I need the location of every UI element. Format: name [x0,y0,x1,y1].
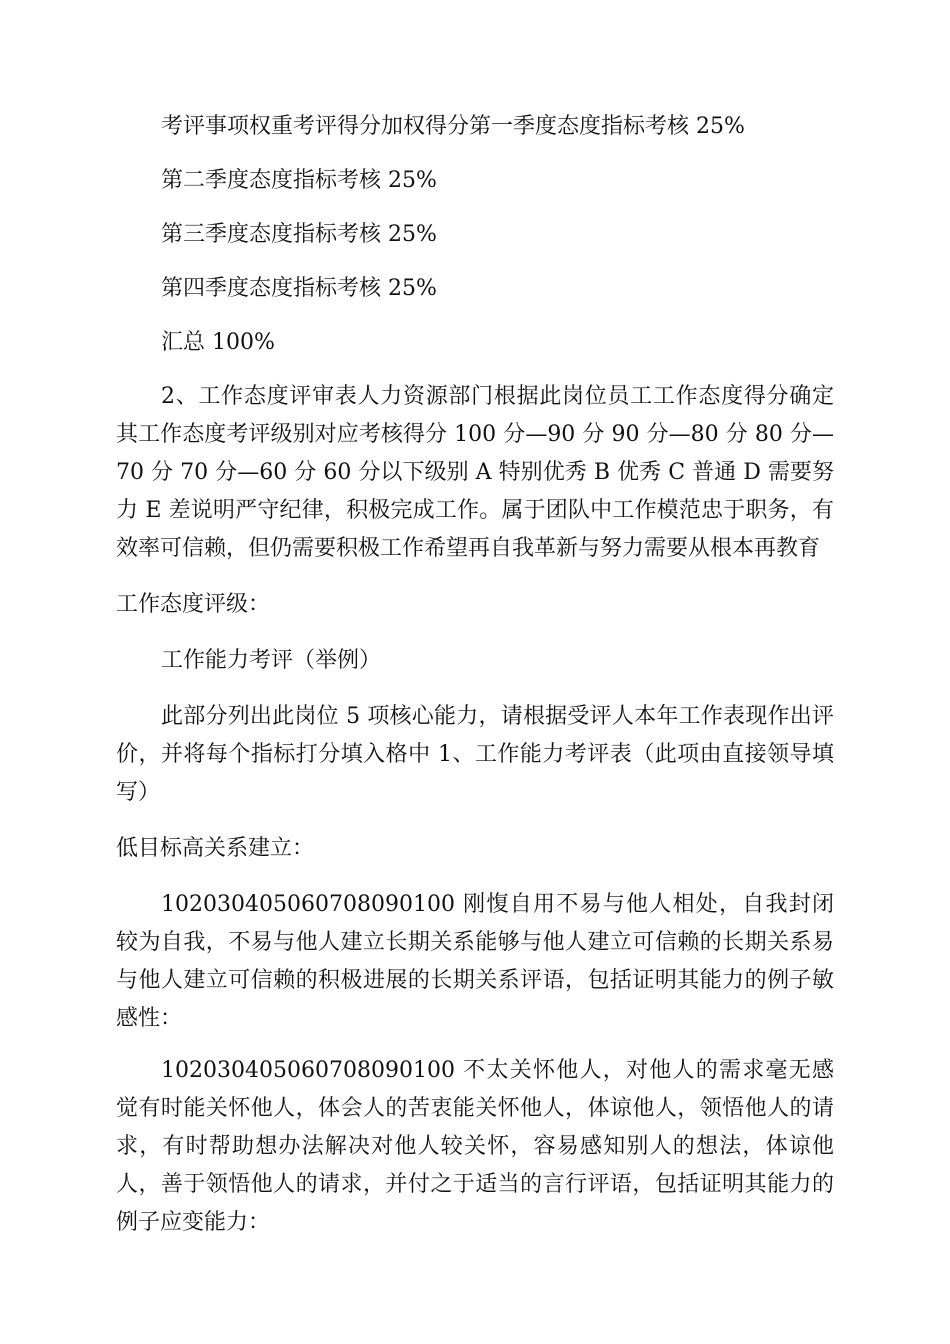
sensitivity-scale-paragraph: 102030405060708090100 不太关怀他人，对他人的需求毫无感觉有时能关怀他人，体会人的苦衷能关怀他人，体谅他人，领悟他人的请求，有时帮助想办法解决对他人较关怀，容易感知别人的想法，体谅他人，善于领悟他人的请求，并付之于适当的言行评语，包括证明其能力的例子应变能力： [116,1058,834,1235]
attitude-review-paragraph: 2、工作态度评审表人力资源部门根据此岗位员工工作态度得分确定其工作态度考评级别对应考核得分 100 分—90 分 90 分—80 分 80 分—70 分 70 分—60 分 60 分以下级别 A 特别优秀 B 优秀 C 普通 D 需要努力 E 差说明严守纪律，积极完成工作。属于团队中工作模范忠于职务，有效率可信赖，但仍需要积极工作希望再自我革新与努力需要从根本再教育 [116,384,834,561]
relationship-scale-paragraph: 102030405060708090100 刚愎自用不易与他人相处，自我封闭较为自我，不易与他人建立长期关系能够与他人建立可信赖的长期关系易与他人建立可信赖的积极进展的长期关系评语，包括证明其能力的例子敏感性： [116,892,834,1031]
quarter-3-row: 第三季度态度指标考核 25% [161,222,437,247]
total-row: 汇总 100% [161,330,275,355]
ability-review-heading: 工作能力考评（举例） [161,648,382,673]
quarter-1-row: 考评事项权重考评得分加权得分第一季度态度指标考核 25% [161,114,745,139]
attitude-rating-label: 工作态度评级： [116,592,271,617]
document-body [116,108,834,1242]
relationship-label: 低目标高关系建立： [116,836,315,861]
quarter-4-row: 第四季度态度指标考核 25% [161,276,437,301]
quarter-2-row: 第二季度态度指标考核 25% [161,168,437,193]
ability-review-intro: 此部分列出此岗位 5 项核心能力，请根据受评人本年工作表现作出评价，并将每个指标打分填入格中 1、工作能力考评表（此项由直接领导填写） [116,704,834,805]
